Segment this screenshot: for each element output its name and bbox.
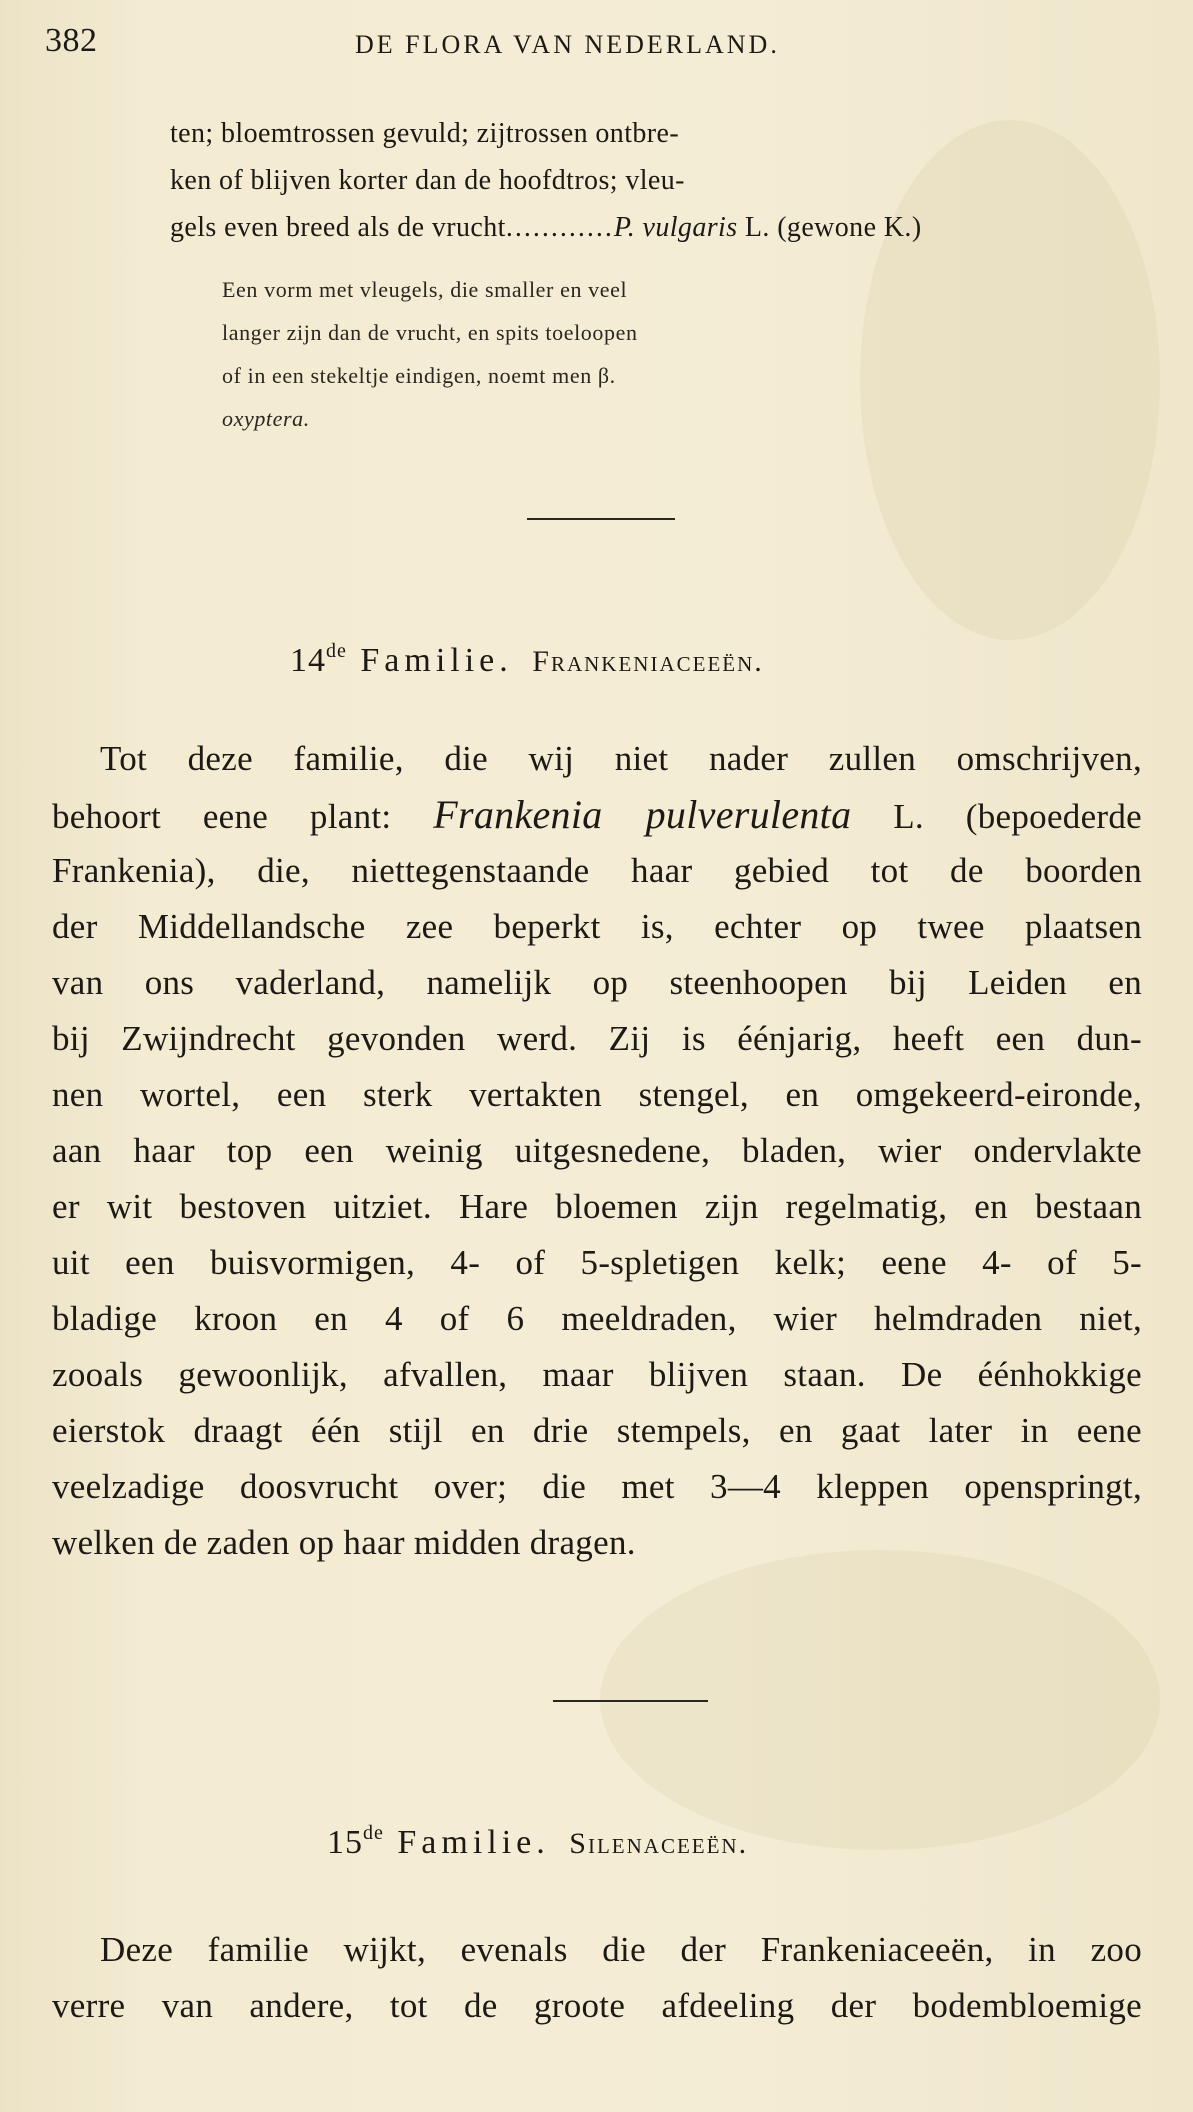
text-line: er wit bestoven uitziet. Hare bloemen zijn regelmatig, en bestaan bbox=[52, 1187, 1142, 1226]
text-fragment: L. (bepoederde bbox=[893, 797, 1142, 836]
species-name: Frankenia pulverulenta bbox=[433, 792, 852, 837]
note-line: of in een stekeltje eindigen, noemt men β. bbox=[222, 363, 616, 388]
text-line: nen wortel, een sterk vertakten stengel, en omgekeerd-eironde, bbox=[52, 1075, 1142, 1114]
running-title: DE FLORA VAN NEDERLAND. bbox=[355, 30, 780, 59]
family-number: 14 bbox=[290, 642, 326, 679]
family-number: 15 bbox=[327, 1824, 363, 1861]
section-divider bbox=[527, 518, 675, 520]
text-line: van ons vaderland, namelijk op steenhoopen bij Leiden en bbox=[52, 963, 1142, 1002]
family-word: Familie. bbox=[397, 1824, 550, 1861]
text-line: eierstok draagt één stijl en drie stempels, en gaat later in eene bbox=[52, 1411, 1142, 1450]
note-line: Een vorm met vleugels, die smaller en veel bbox=[222, 277, 628, 302]
text-line: der Middellandsche zee beperkt is, echter op twee plaatsen bbox=[52, 907, 1142, 946]
text-line: bladige kroon en 4 of 6 meeldraden, wier helmdraden niet, bbox=[52, 1299, 1142, 1338]
family-name: Frankeniaceeën. bbox=[532, 645, 764, 678]
text-line: veelzadige doosvrucht over; die met 3—4 kleppen openspringt, bbox=[52, 1467, 1142, 1506]
key-entry bbox=[170, 110, 1170, 251]
section-divider bbox=[553, 1700, 708, 1702]
species-common-name: L. (gewone K.) bbox=[737, 212, 922, 243]
variety-note bbox=[222, 268, 842, 440]
note-line-variety: oxyptera. bbox=[222, 406, 310, 431]
text-line: uit een buisvormigen, 4- of 5-spletigen kelk; eene 4- of 5- bbox=[52, 1243, 1142, 1282]
ordinal-suffix: de bbox=[326, 640, 347, 662]
key-line: ken of blijven korter dan de hoofdtros; vleu- bbox=[170, 165, 685, 196]
key-line-species bbox=[170, 204, 1170, 251]
species-name: P. vulgaris bbox=[613, 212, 738, 243]
text-line: verre van andere, tot de groote afdeeling der bodembloemige bbox=[52, 1986, 1142, 2025]
key-line-text: gels even breed als de vrucht bbox=[170, 212, 506, 243]
text-line-species bbox=[52, 787, 1142, 843]
leader-dots: ............ bbox=[505, 212, 614, 243]
family-name: Silenaceeën. bbox=[569, 1827, 749, 1860]
family-word: Familie. bbox=[360, 642, 513, 679]
ordinal-suffix: de bbox=[363, 1822, 384, 1844]
text-line: welken de zaden op haar midden dragen. bbox=[52, 1523, 636, 1562]
page-number: 382 bbox=[45, 22, 98, 59]
text-line: zooals gewoonlijk, afvallen, maar blijven staan. De éénhokkige bbox=[52, 1355, 1142, 1394]
note-line: langer zijn dan de vrucht, en spits toeloopen bbox=[222, 320, 638, 345]
paragraph-frankeniaceae bbox=[52, 731, 1142, 1571]
family-heading-14 bbox=[290, 640, 764, 680]
text-line: Deze familie wijkt, evenals die der Frankeniaceeën, in zoo bbox=[100, 1930, 1142, 1969]
text-line: Tot deze familie, die wij niet nader zullen omschrijven, bbox=[100, 739, 1142, 778]
text-line: aan haar top een weinig uitgesnedene, bladen, wier ondervlakte bbox=[52, 1131, 1142, 1170]
key-line: ten; bloemtrossen gevuld; zijtrossen ontbre- bbox=[170, 118, 680, 149]
text-fragment: behoort eene plant: bbox=[52, 797, 392, 836]
family-heading-15 bbox=[327, 1822, 748, 1862]
paragraph-silenaceae bbox=[52, 1922, 1142, 2034]
text-line: Frankenia), die, niettegenstaande haar gebied tot de boorden bbox=[52, 851, 1142, 890]
text-line: bij Zwijndrecht gevonden werd. Zij is éénjarig, heeft een dun- bbox=[52, 1019, 1142, 1058]
